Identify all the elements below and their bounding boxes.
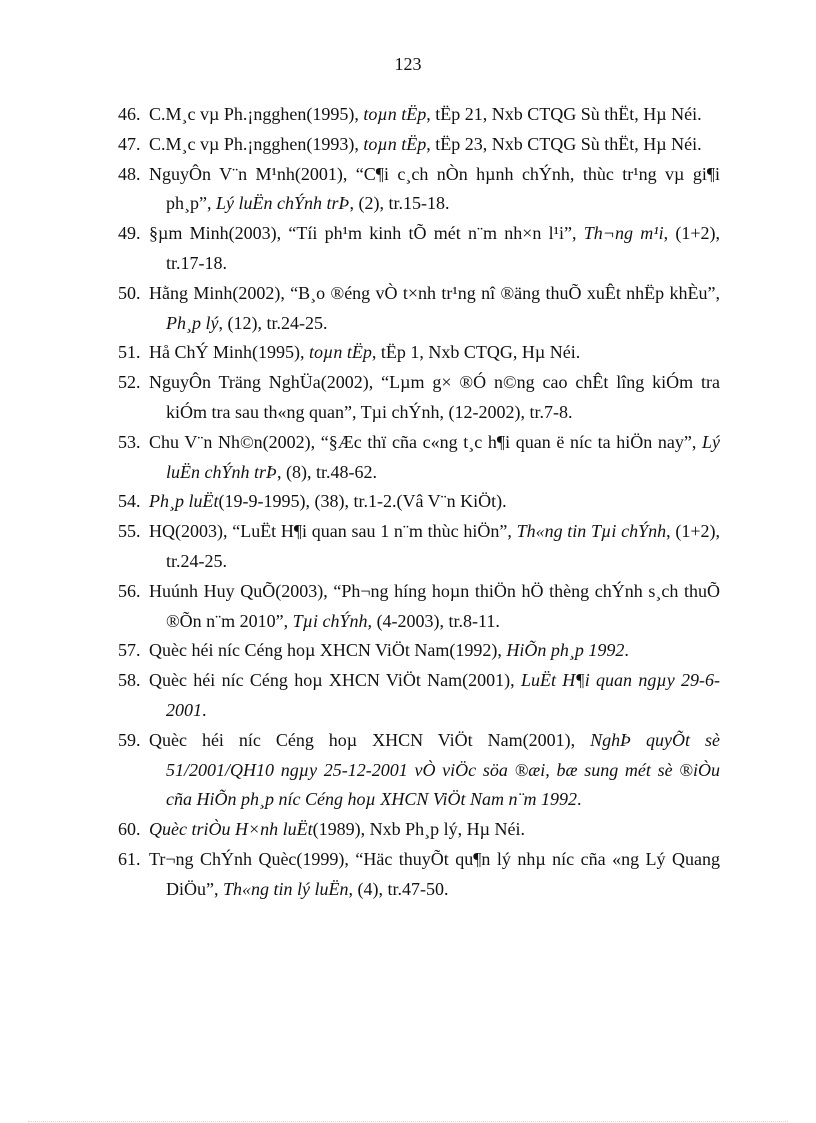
- reference-title-italic: Th«ng tin Tµi chÝnh: [516, 521, 667, 542]
- reference-item: [118, 130, 720, 160]
- reference-number: 60.: [118, 819, 141, 840]
- reference-text: , (1+2), tr.24-25.: [166, 521, 720, 571]
- reference-number: 58.: [118, 670, 141, 691]
- reference-title-italic: Th¬ng m¹i: [583, 223, 664, 244]
- reference-text: C.M¸c vµ Ph.¡ngghen(1993),: [149, 133, 364, 154]
- reference-title-italic: Tµi chÝnh,: [292, 610, 373, 631]
- reference-title-italic: Lý luËn chÝnh trÞ: [215, 193, 350, 214]
- reference-item: [118, 815, 720, 845]
- reference-item: [118, 517, 720, 577]
- reference-title-italic: toµn tËp: [363, 104, 427, 124]
- reference-title-italic: Th«ng tin lý luËn: [223, 878, 349, 899]
- reference-list: [118, 100, 720, 905]
- reference-number: 59.: [118, 729, 141, 750]
- reference-title-italic: NghÞ quyÕt sè 51/2001/QH10 ngµy 25-12-2001 vÒ viÖc söa ®æi, bæ sung mét sè ®iÒu cña HiÕn ph¸p níc Céng hoµ XHCN ViÖt Nam n¨m 1992: [166, 729, 720, 810]
- reference-number: 51.: [118, 342, 141, 363]
- reference-title-italic: Ph¸p lý: [166, 312, 219, 333]
- reference-text: , tËp 21, Nxb CTQG Sù thËt, Hµ Néi.: [426, 104, 702, 124]
- reference-text: , tËp 23, Nxb CTQG Sù thËt, Hµ Néi.: [426, 133, 702, 154]
- reference-item: [118, 577, 720, 637]
- reference-text: §µm Minh(2003), “Tíi ph¹m kinh tÕ mét n¨m nh×n l¹i”,: [149, 223, 584, 244]
- reference-text: Chu V¨n Nh©n(2002), “§Æc thï cña c«ng t¸c h¶i quan ë níc ta hiÖn nay”,: [149, 431, 702, 452]
- reference-number: 52.: [118, 372, 141, 393]
- reference-text: .: [577, 789, 582, 810]
- reference-text: Quèc héi níc Céng hoµ XHCN ViÖt Nam(1992),: [149, 640, 507, 661]
- reference-text: NguyÔn V¨n M¹nh(2001), “C¶i c¸ch nÒn hµnh chÝnh, thùc tr¹ng vµ gi¶i ph¸p”,: [149, 163, 720, 214]
- reference-text: NguyÔn Träng NghÜa(2002), “Lµm g× ®Ó n©ng cao chÊt lîng kiÓm tra kiÓm tra sau th«ng quan”, Tµi chÝnh, (12-2002), tr.7-8.: [149, 372, 720, 422]
- reference-text: , (1+2), tr.17-18.: [166, 223, 721, 273]
- reference-text: HQ(2003), “LuËt H¶i quan sau 1 n¨m thùc hiÖn”,: [149, 521, 517, 542]
- reference-item: [118, 487, 720, 517]
- reference-number: 53.: [118, 431, 141, 452]
- reference-text: Quèc héi níc Céng hoµ XHCN ViÖt Nam(2001),: [149, 729, 591, 750]
- page-bottom-divider: [28, 1121, 788, 1122]
- reference-number: 49.: [118, 223, 141, 244]
- reference-title-italic: LuËt H¶i quan ngµy 29-6-2001: [166, 670, 720, 720]
- reference-item: [118, 428, 720, 488]
- reference-item: [118, 160, 720, 220]
- reference-title-italic: toµn tËp: [309, 342, 372, 363]
- reference-text: .: [202, 699, 207, 720]
- reference-text: (4-2003), tr.8-11.: [372, 610, 500, 631]
- reference-item: [118, 279, 720, 339]
- reference-text: .: [624, 640, 629, 661]
- reference-number: 55.: [118, 521, 141, 542]
- reference-item: [118, 100, 720, 130]
- reference-number: 48.: [118, 163, 141, 184]
- reference-text: Hå ChÝ Minh(1995),: [149, 342, 309, 363]
- reference-title-italic: Ph¸p luËt: [149, 491, 219, 512]
- reference-title-italic: Quèc triÒu H×nh luËt: [149, 819, 313, 840]
- reference-item: [118, 845, 720, 905]
- reference-text: (19-9-1995), (38), tr.1-2.(Vâ V¨n KiÖt).: [218, 491, 507, 512]
- reference-text: , (2), tr.15-18.: [349, 193, 450, 214]
- reference-number: 57.: [118, 640, 141, 661]
- reference-item: [118, 338, 720, 368]
- reference-number: 47.: [118, 133, 141, 154]
- reference-number: 54.: [118, 491, 141, 512]
- reference-text: Quèc héi níc Céng hoµ XHCN ViÖt Nam(2001),: [149, 670, 521, 691]
- page-number: 123: [394, 54, 422, 74]
- reference-number: 46.: [118, 104, 141, 124]
- reference-text: Huúnh Huy QuÕ(2003), “Ph¬ng híng hoµn thiÖn hÖ thèng chÝnh s¸ch thuÕ ®Õn n¨m 2010”,: [149, 580, 720, 631]
- reference-title-italic: HiÕn ph¸p 1992: [506, 640, 625, 661]
- reference-item: [118, 636, 720, 666]
- reference-text: C.M¸c vµ Ph.¡ngghen(1995),: [149, 104, 364, 124]
- reference-number: 50.: [118, 282, 141, 303]
- reference-item: [118, 219, 720, 279]
- reference-item: [118, 368, 720, 428]
- reference-item: [118, 726, 720, 815]
- reference-text: , (8), tr.48-62.: [277, 461, 377, 482]
- reference-number: 56.: [118, 580, 141, 601]
- reference-text: , tËp 1, Nxb CTQG, Hµ Néi.: [371, 342, 581, 363]
- reference-text: (1989), Nxb Ph¸p lý, Hµ Néi.: [312, 819, 525, 840]
- reference-text: , (4), tr.47-50.: [348, 878, 449, 899]
- reference-item: [118, 666, 720, 726]
- reference-number: 61.: [118, 848, 141, 869]
- reference-text: , (12), tr.24-25.: [218, 312, 328, 333]
- reference-text: Hằng Minh(2002), “B¸o ®éng vÒ t×nh tr¹ng nî ®äng thuÕ xuÊt nhËp khÈu”,: [149, 282, 720, 303]
- reference-text: Tr¬ng ChÝnh Quèc(1999), “Häc thuyÕt qu¶n lý nhµ níc cña «ng Lý Quang DiÖu”,: [149, 848, 720, 899]
- reference-title-italic: Lý luËn chÝnh trÞ: [166, 431, 720, 482]
- reference-title-italic: toµn tËp: [363, 133, 427, 154]
